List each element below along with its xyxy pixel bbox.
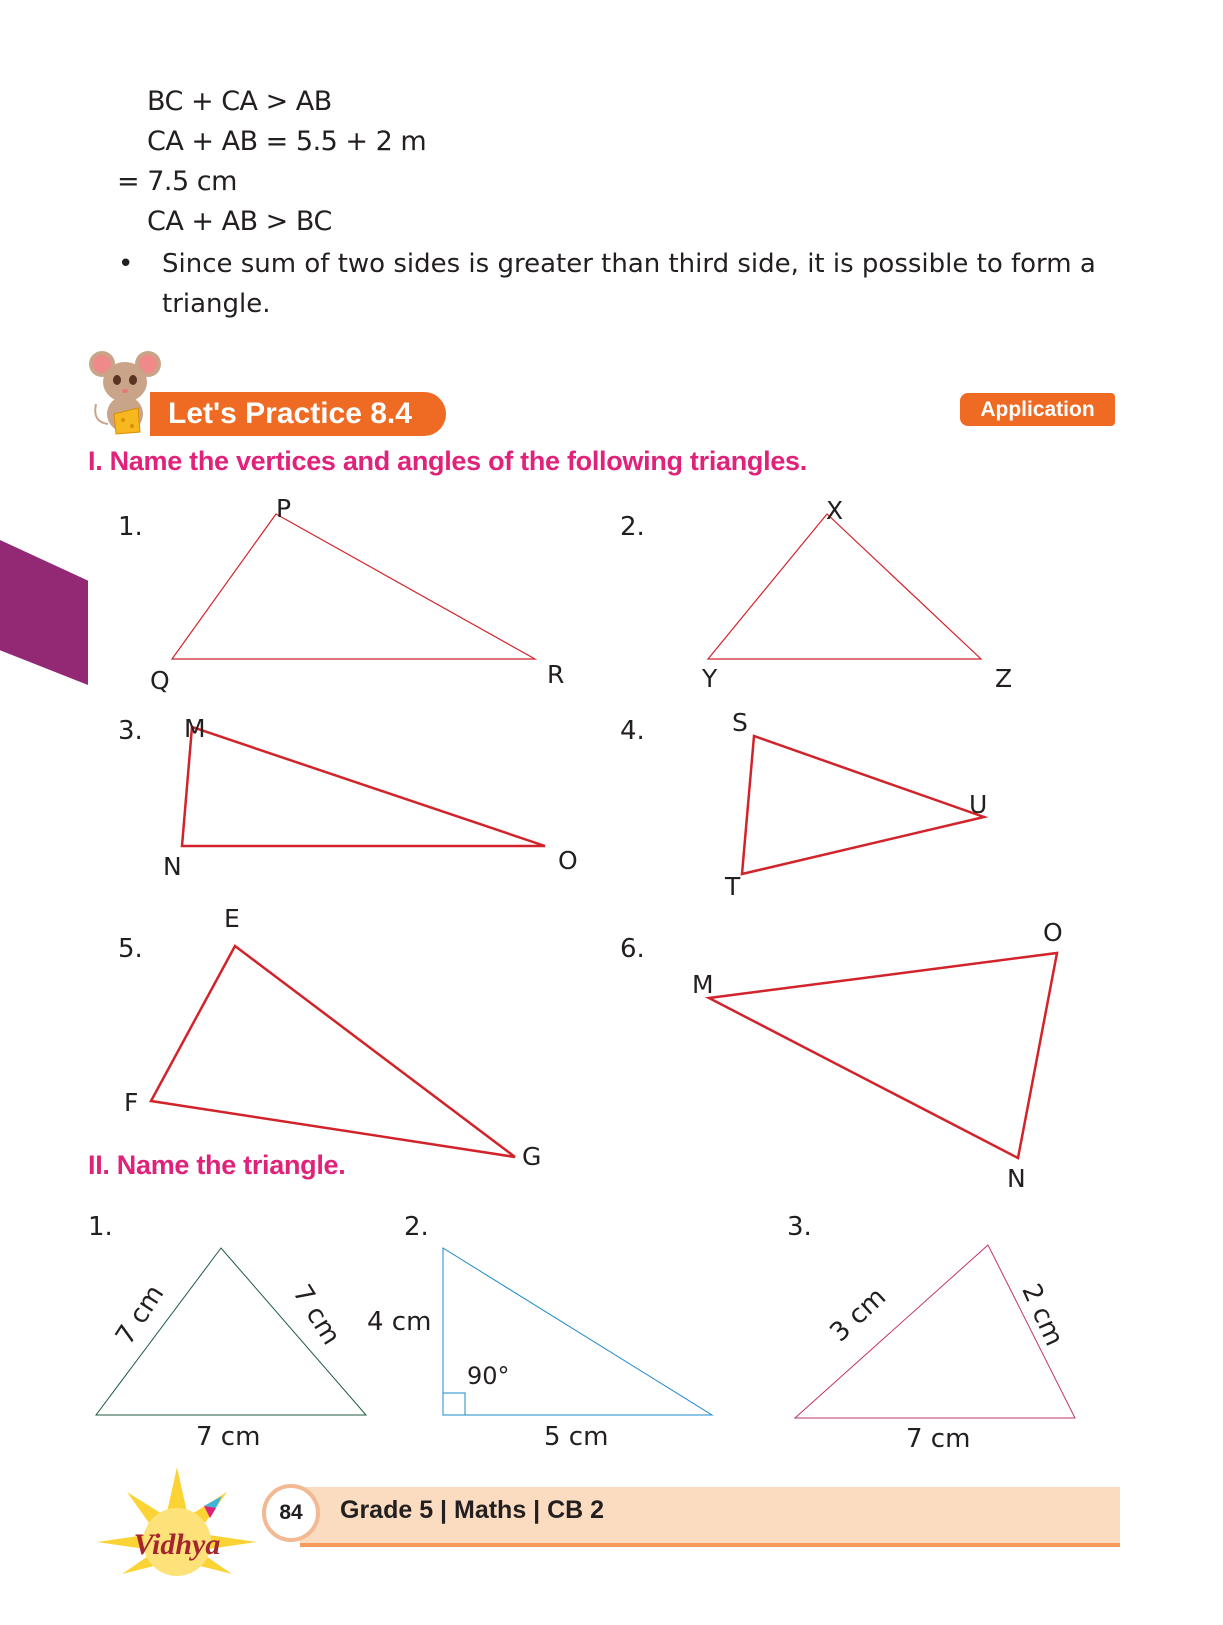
side-length-label: 3 cm (824, 1282, 893, 1348)
vertex-label: G (522, 1142, 542, 1171)
vertex-label: X (826, 496, 844, 525)
question-number: 3. (787, 1212, 812, 1242)
application-badge: Application (960, 393, 1115, 426)
vertex-label: M (184, 714, 206, 743)
side-length-label: 7 cm (110, 1279, 171, 1351)
side-length-label: 4 cm (367, 1307, 432, 1337)
equation-line-1: BC + CA > AB (147, 86, 332, 117)
bullet-icon: • (118, 249, 134, 279)
footer-book-info: Grade 5 | Maths | CB 2 (340, 1496, 605, 1524)
side-length-label: 2 cm (1015, 1279, 1070, 1351)
vertex-label: T (725, 872, 741, 901)
conclusion-text-line-2: triangle. (162, 289, 271, 319)
triangle-stu (742, 736, 984, 874)
vertex-label: M (692, 970, 714, 999)
question-number: 4. (620, 716, 645, 746)
question-number: 1. (88, 1212, 113, 1242)
side-length-label: 7 cm (286, 1279, 347, 1351)
practice-title: Let's Practice 8.4 (168, 397, 412, 430)
vertex-label: N (163, 852, 182, 881)
vertex-label: O (558, 846, 578, 875)
side-length-label: 7 cm (196, 1422, 261, 1452)
right-angle-marker (443, 1393, 465, 1415)
section-2-heading: II. Name the triangle. (88, 1150, 346, 1180)
question-number: 2. (404, 1212, 429, 1242)
vertex-label: E (224, 904, 240, 933)
triangle-pqr (172, 514, 535, 659)
equation-line-4: CA + AB > BC (147, 206, 332, 237)
section-1-heading: I. Name the vertices and angles of the following triangles. (88, 446, 807, 476)
vertex-label: Y (702, 664, 718, 693)
vertex-label: R (547, 660, 565, 689)
triangle-mon (709, 953, 1057, 1158)
logo-text: Vidhya (133, 1528, 221, 1561)
vertex-label: Z (995, 664, 1013, 693)
side-length-label: 5 cm (544, 1422, 609, 1452)
equation-line-3: = 7.5 cm (117, 166, 237, 197)
triangle-xyz (708, 514, 981, 659)
vertex-label: F (124, 1088, 139, 1117)
vertex-label: U (969, 790, 988, 819)
page-number: 84 (262, 1484, 320, 1542)
question-number: 5. (118, 934, 143, 964)
vidhya-logo (92, 1462, 262, 1582)
vertex-label: S (732, 708, 748, 737)
question-number: 3. (118, 716, 143, 746)
triangle-efg (151, 946, 515, 1157)
vertex-label: N (1007, 1164, 1026, 1193)
question-number: 2. (620, 512, 645, 542)
triangle-mno (182, 727, 545, 846)
side-length-label: 7 cm (906, 1424, 971, 1454)
angle-label: 90° (467, 1362, 510, 1390)
vertex-label: O (1043, 918, 1063, 947)
vertex-label: Q (150, 666, 170, 695)
equation-line-2: CA + AB = 5.5 + 2 m (147, 126, 427, 157)
question-number: 1. (118, 512, 143, 542)
question-number: 6. (620, 934, 645, 964)
vertex-label: P (276, 494, 292, 523)
conclusion-text-line-1: Since sum of two sides is greater than third side, it is possible to form a (162, 249, 1096, 279)
